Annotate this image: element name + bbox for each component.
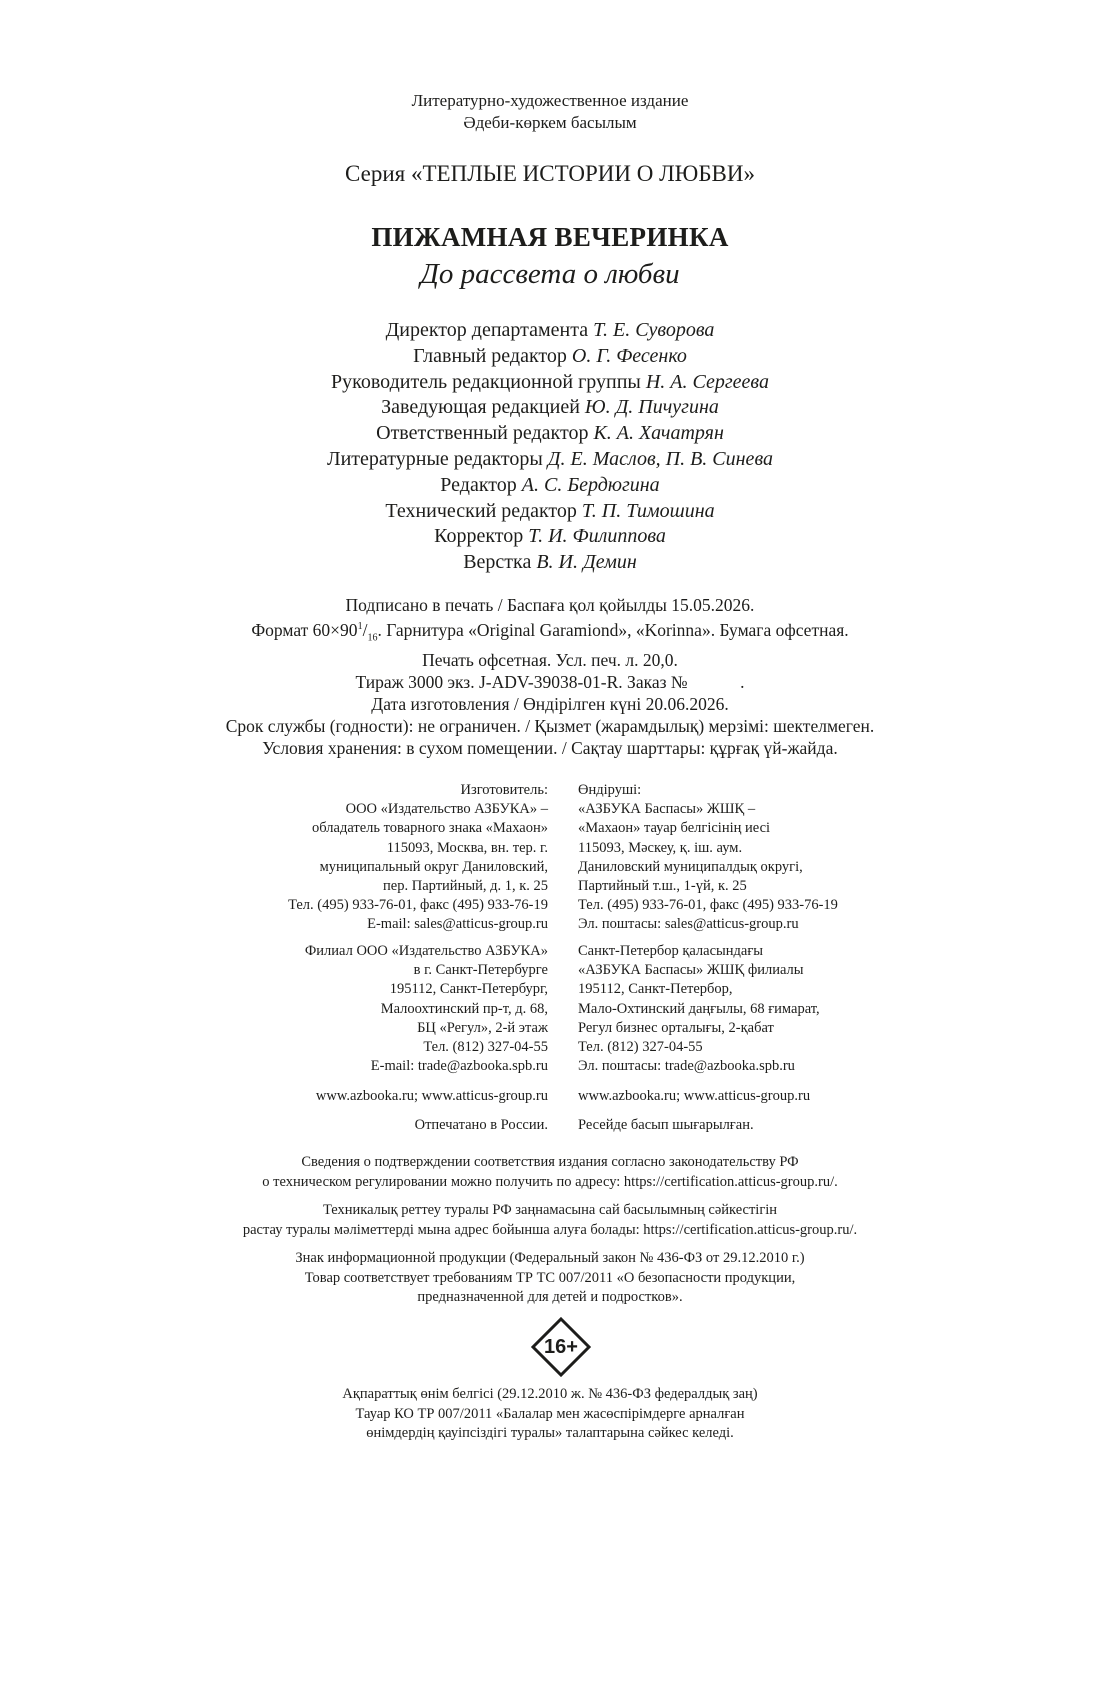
- certification-block: [0, 1153, 1100, 1308]
- credits-list: [0, 318, 1100, 576]
- made-date-line: Дата изготовления / Өндірілген күні 20.06.2026.: [371, 694, 729, 715]
- age-rating-diamond-icon: [531, 1317, 591, 1377]
- format-line: Формат $60\times 90^1/_{16}$. Гарнитура «Original Garamiond», «Korinna». Бумага офсетная.: [251, 619, 849, 644]
- branch-kz-line: Регул бизнес орталығы, 2-қабат: [578, 1019, 774, 1036]
- signed-line: Подписано в печать / Баспаға қол қойылды 15.05.2026.: [345, 594, 755, 615]
- credit-line: Заведующая редакцией Ю. Д. Пичугина: [381, 396, 719, 419]
- info-kz-block: [0, 1385, 1100, 1444]
- mfr-kz-line: 115093, Мәскеу, қ. іш. аум.: [578, 839, 743, 856]
- print-line: Печать офсетная. Усл. печ. л. 20,0.: [422, 650, 678, 671]
- branch-kz-line: Тел. (812) 327-04-55: [578, 1039, 703, 1056]
- manufacturer-kz: [578, 781, 938, 935]
- credit-line: Литературные редакторы Д. Е. Маслов, П. В. Синева: [327, 447, 773, 470]
- mfr-kz-line: Даниловский муниципалдық округі,: [578, 858, 803, 875]
- credit-line: Верстка В. И. Демин: [463, 551, 637, 574]
- genre-line-ru: Литературно-художественное издание: [411, 91, 689, 110]
- shelf-life-line: Срок службы (годности): не ограничен. / Қызмет (жарамдылық) мерзімі: шектелмеген.: [225, 716, 875, 737]
- credit-line: Руководитель редакционной группы Н. А. Сергеева: [331, 370, 769, 393]
- credit-line: Технический редактор Т. П. Тимошина: [385, 499, 715, 522]
- header-block: [0, 90, 1100, 759]
- branch-ru-line: Малоохтинский пр-т, д. 68,: [380, 1000, 548, 1017]
- branch-ru-line: E-mail: trade@azbooka.spb.ru: [370, 1058, 548, 1075]
- mfr-kz-line: «Махаон» тауар белгісінің иесі: [578, 820, 771, 837]
- credit-line: Редактор А. С. Бердюгина: [440, 473, 660, 496]
- info-kz-line: өнімдердің қауіпсіздігі туралы» талаптарына сәйкес келеді.: [366, 1425, 734, 1441]
- branch-kz-line: Эл. поштасы: trade@azbooka.spb.ru: [578, 1058, 795, 1075]
- info-kz-line: Тауар КО ТР 007/2011 «Балалар мен жасөспірімдерге арналған: [355, 1405, 745, 1422]
- web-kz: www.azbooka.ru; www.atticus-group.ru: [578, 1088, 811, 1104]
- mfr-ru-line: 115093, Москва, вн. тер. г.: [386, 839, 548, 856]
- storage-line: Условия хранения: в сухом помещении. / Сақтау шарттары: құрғақ үй-жайда.: [262, 738, 838, 759]
- credit-line: Директор департамента Т. Е. Суворова: [385, 319, 715, 341]
- branch-ru-line: Филиал ООО «Издательство АЗБУКА»: [304, 943, 548, 959]
- mfr-ru-line: муниципальный округ Даниловский,: [319, 858, 548, 875]
- mfr-ru-line: пер. Партийный, д. 1, к. 25: [383, 878, 548, 895]
- cert-ru-line: Сведения о подтверждении соответствия издания согласно законодательству РФ: [301, 1154, 799, 1170]
- branch-ru: [188, 942, 548, 1076]
- web-ru: www.azbooka.ru; www.atticus-group.ru: [315, 1088, 548, 1104]
- info-ru-line: предназначенной для детей и подростков».: [417, 1289, 683, 1305]
- mfr-ru-line: Тел. (495) 933-76-01, факс (495) 933-76-19: [288, 897, 548, 914]
- manufacturer-ru: [188, 781, 548, 935]
- cert-ru-line: о техническом регулировании можно получить по адресу: https://certification.atticus-group.ru/.: [262, 1173, 838, 1190]
- run-line: Тираж 3000 экз. J-ADV-39038-01-R. Заказ № .: [355, 672, 745, 693]
- book-title: ПИЖАМНАЯ ВЕЧЕРИНКА: [371, 222, 729, 252]
- printed-kz: Ресейде басып шығарылған.: [578, 1117, 754, 1133]
- branch-kz-line: 195112, Санкт-Петербор,: [578, 981, 733, 998]
- credit-line: Ответственный редактор К. А. Хачатрян: [376, 422, 724, 445]
- mfr-ru-line: обладатель товарного знака «Махаон»: [312, 820, 548, 837]
- branch-ru-line: Тел. (812) 327-04-55: [423, 1039, 548, 1056]
- mfr-ru-line: E-mail: sales@atticus-group.ru: [367, 916, 548, 933]
- mfr-ru-line: ООО «Издательство АЗБУКА» –: [345, 801, 548, 818]
- branch-kz-line: «АЗБУКА Баспасы» ЖШҚ филиалы: [578, 962, 804, 979]
- genre-line-kz: Әдеби-көркем басылым: [463, 113, 637, 132]
- branch-ru-line: в г. Санкт-Петербурге: [413, 962, 548, 979]
- mfr-kz-line: Эл. поштасы: sales@atticus-group.ru: [578, 916, 799, 933]
- branch-ru-line: БЦ «Регул», 2-й этаж: [417, 1019, 548, 1036]
- printed-ru: Отпечатано в России.: [414, 1117, 548, 1133]
- info-ru-line: Знак информационной продукции (Федеральный закон № 436-ФЗ от 29.12.2010 г.): [295, 1250, 805, 1266]
- branch-kz-line: Санкт-Петербор қаласындағы: [578, 943, 764, 959]
- series-title: Серия «ТЕПЛЫЕ ИСТОРИИ О ЛЮБВИ»: [345, 161, 755, 186]
- branch-kz-line: Мало-Охтинский даңғылы, 68 ғимарат,: [578, 1000, 820, 1017]
- cert-kz-line: Техникалық реттеу туралы РФ заңнамасына сай басылымның сәйкестігін: [322, 1202, 778, 1218]
- info-kz-line: Ақпараттық өнім белгісі (29.12.2010 ж. № 436-ФЗ федералдық заң): [342, 1386, 758, 1402]
- credit-line: Корректор Т. И. Филиппова: [434, 525, 666, 548]
- info-ru-line: Товар соответствует требованиям ТР ТС 007/2011 «О безопасности продукции,: [304, 1269, 796, 1286]
- cert-kz-line: растау туралы мәліметтерді мына адрес бойынша алуға болады: https://certification.atticus-group.ru/.: [242, 1221, 858, 1238]
- book-subtitle: До рассвета о любви: [420, 258, 680, 290]
- publication-details: [0, 594, 1100, 759]
- mfr-ru-line: Изготовитель:: [460, 782, 548, 798]
- branch-kz: [578, 942, 938, 1076]
- branch-ru-line: 195112, Санкт-Петербург,: [389, 981, 548, 998]
- mfr-kz-line: «АЗБУКА Баспасы» ЖШҚ –: [578, 801, 756, 818]
- credit-line: Главный редактор О. Г. Фесенко: [413, 344, 687, 367]
- mfr-kz-line: Тел. (495) 933-76-01, факс (495) 933-76-19: [578, 897, 838, 914]
- mfr-kz-line: Өндіруші:: [578, 782, 642, 798]
- age-rating-label: 16+: [544, 1336, 578, 1358]
- mfr-kz-line: Партийный т.ш., 1-үй, к. 25: [578, 878, 747, 895]
